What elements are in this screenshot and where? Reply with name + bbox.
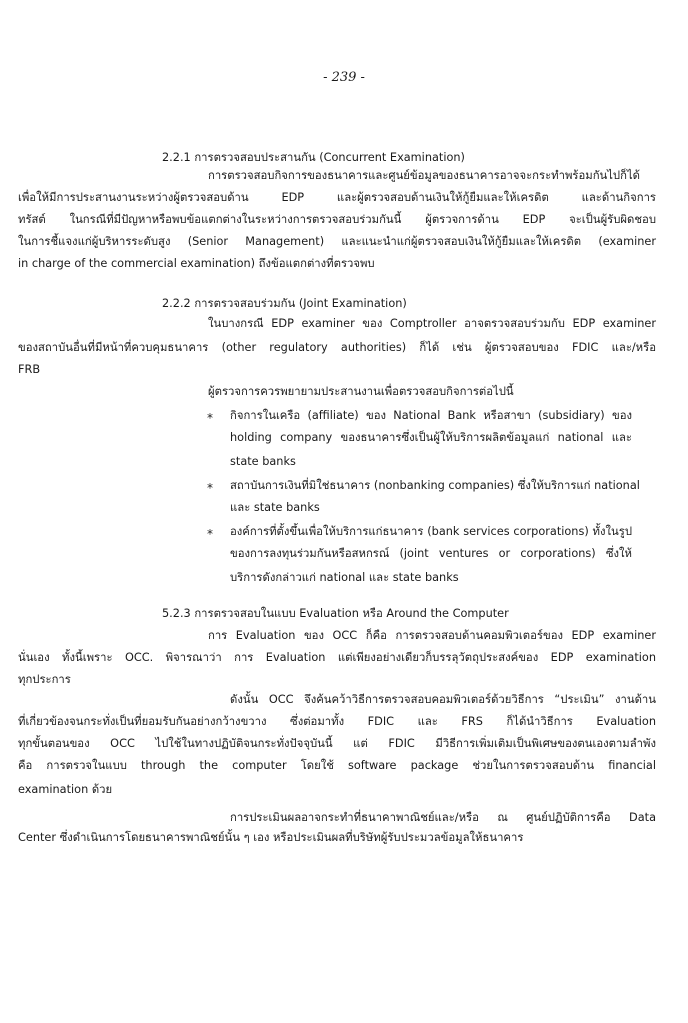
paragraph-line: นั่นเอง ทั้งนี้เพราะ OCC. พิจารณาว่า การ Evaluation แต่เพียงอย่างเดียวก็บรรลุวัตถุประสงค์ของ EDP examination — [18, 651, 656, 664]
paragraph-line: การประเมินผลอาจกระทำที่ธนาคาพาณิชย์และ/หรือ ณ ศูนย์ปฏิบัติการคือ Data — [230, 811, 656, 824]
paragraph-line: ทุกขั้นตอนของ OCC ไปใช้ในทางปฏิบัติจนกระทั่งปัจจุบันนี้ แต่ FDIC มีวิธีการเพิ่มเติมเป็นพิเศษของตนเองตามลำพัง — [18, 737, 656, 750]
page-number: - 239 - — [323, 70, 365, 85]
section-heading-2-2-1: 2.2.1 การตรวจสอบประสานกัน (Concurrent Examination) — [162, 151, 465, 164]
paragraph-line: ทุกประการ — [18, 673, 71, 686]
paragraph-line: เพื่อให้มีการประสานงานระหว่างผู้ตรวจสอบด้าน EDP และผู้ตรวจสอบด้านเงินให้กู้ยืมและให้เครดิต และด้านกิจการ — [18, 191, 656, 204]
list-item-line: สถาบันการเงินที่มิใช่ธนาคาร (nonbanking companies) ซึ่งให้บริการแก่ national — [230, 479, 640, 492]
bullet-marker: * — [207, 527, 213, 541]
list-item-line: ของการลงทุนร่วมกันหรือสหกรณ์ (joint ventures or corporations) ซึ่งให้ — [230, 547, 632, 560]
list-item-line: และ state banks — [230, 501, 320, 514]
paragraph-line: ในบางกรณี EDP examiner ของ Comptroller อาจตรวจสอบร่วมกับ EDP examiner — [208, 317, 656, 330]
section-heading-5-2-3: 5.2.3 การตรวจสอบในแบบ Evaluation หรือ Around the Computer — [162, 607, 509, 620]
paragraph-line: การตรวจสอบกิจการของธนาคารและศูนย์ข้อมูลของธนาคารอาจจะกระทำพร้อมกันไปก็ได้ — [208, 169, 640, 182]
list-item-line: holding company ของธนาคารซึ่งเป็นผู้ให้บริการผลิตข้อมูลแก่ national และ — [230, 431, 632, 444]
list-item-line: บริการดังกล่าวแก่ national และ state banks — [230, 571, 459, 584]
list-item-line: กิจการในเครือ (affiliate) ของ National Bank หรือสาขา (subsidiary) ของ — [230, 409, 632, 422]
bullet-marker: * — [207, 481, 213, 495]
bullet-marker: * — [207, 411, 213, 425]
list-intro: ผู้ตรวจการควรพยายามประสานงานเพื่อตรวจสอบกิจการต่อไปนี้ — [208, 385, 514, 398]
paragraph-line: in charge of the commercial examination) ถึงข้อแตกต่างที่ตรวจพบ — [18, 257, 375, 270]
paragraph-line: ทรัสต์ ในกรณีที่มีปัญหาหรือพบข้อแตกต่างในระหว่างการตรวจสอบร่วมกันนี้ ผู้ตรวจการด้าน EDP จะเป็นผู้รับผิดชอบ — [18, 213, 656, 226]
list-item-line: องค์การที่ตั้งขึ้นเพื่อให้บริการแก่ธนาคาร (bank services corporations) ทั้งในรูป — [230, 525, 632, 538]
paragraph-line: ในการชี้แจงแก่ผู้บริหารระดับสูง (Senior Management) และแนะนำแก่ผู้ตรวจสอบเงินให้กู้ยืมและให้เครดิต (examiner — [18, 235, 656, 248]
paragraph-line: Center ซึ่งดำเนินการโดยธนาคารพาณิชย์นั้น ๆ เอง หรือประเมินผลที่บริษัทผู้รับประมวลข้อมูลให้ธนาคาร — [18, 831, 524, 844]
paragraph-line: คือ การตรวจในแบบ through the computer โดยใช้ software package ช่วยในการตรวจสอบด้าน financial — [18, 759, 656, 772]
paragraph-line: การ Evaluation ของ OCC ก็คือ การตรวจสอบด้านคอมพิวเตอร์ของ EDP examiner — [208, 629, 656, 642]
paragraph-line: examination ด้วย — [18, 783, 113, 796]
paragraph-line: ของสถาบันอื่นที่มีหน้าที่ควบคุมธนาคาร (other regulatory authorities) ก็ได้ เช่น ผู้ตรวจสอบของ FDIC และ/หรือ — [18, 341, 656, 354]
paragraph-line: ดังนั้น OCC จึงค้นคว้าวิธีการตรวจสอบคอมพิวเตอร์ด้วยวิธีการ “ประเมิน” งานด้าน — [230, 693, 656, 706]
section-heading-2-2-2: 2.2.2 การตรวจสอบร่วมกัน (Joint Examination) — [162, 297, 407, 310]
paragraph-line: FRB — [18, 363, 41, 376]
list-item-line: state banks — [230, 455, 296, 468]
paragraph-line: ที่เกี่ยวข้องจนกระทั่งเป็นที่ยอมรับกันอย่างกว้างขวาง ซึ่งต่อมาทั้ง FDIC และ FRS ก็ได้นำวิธีการ Evaluation — [18, 715, 656, 728]
